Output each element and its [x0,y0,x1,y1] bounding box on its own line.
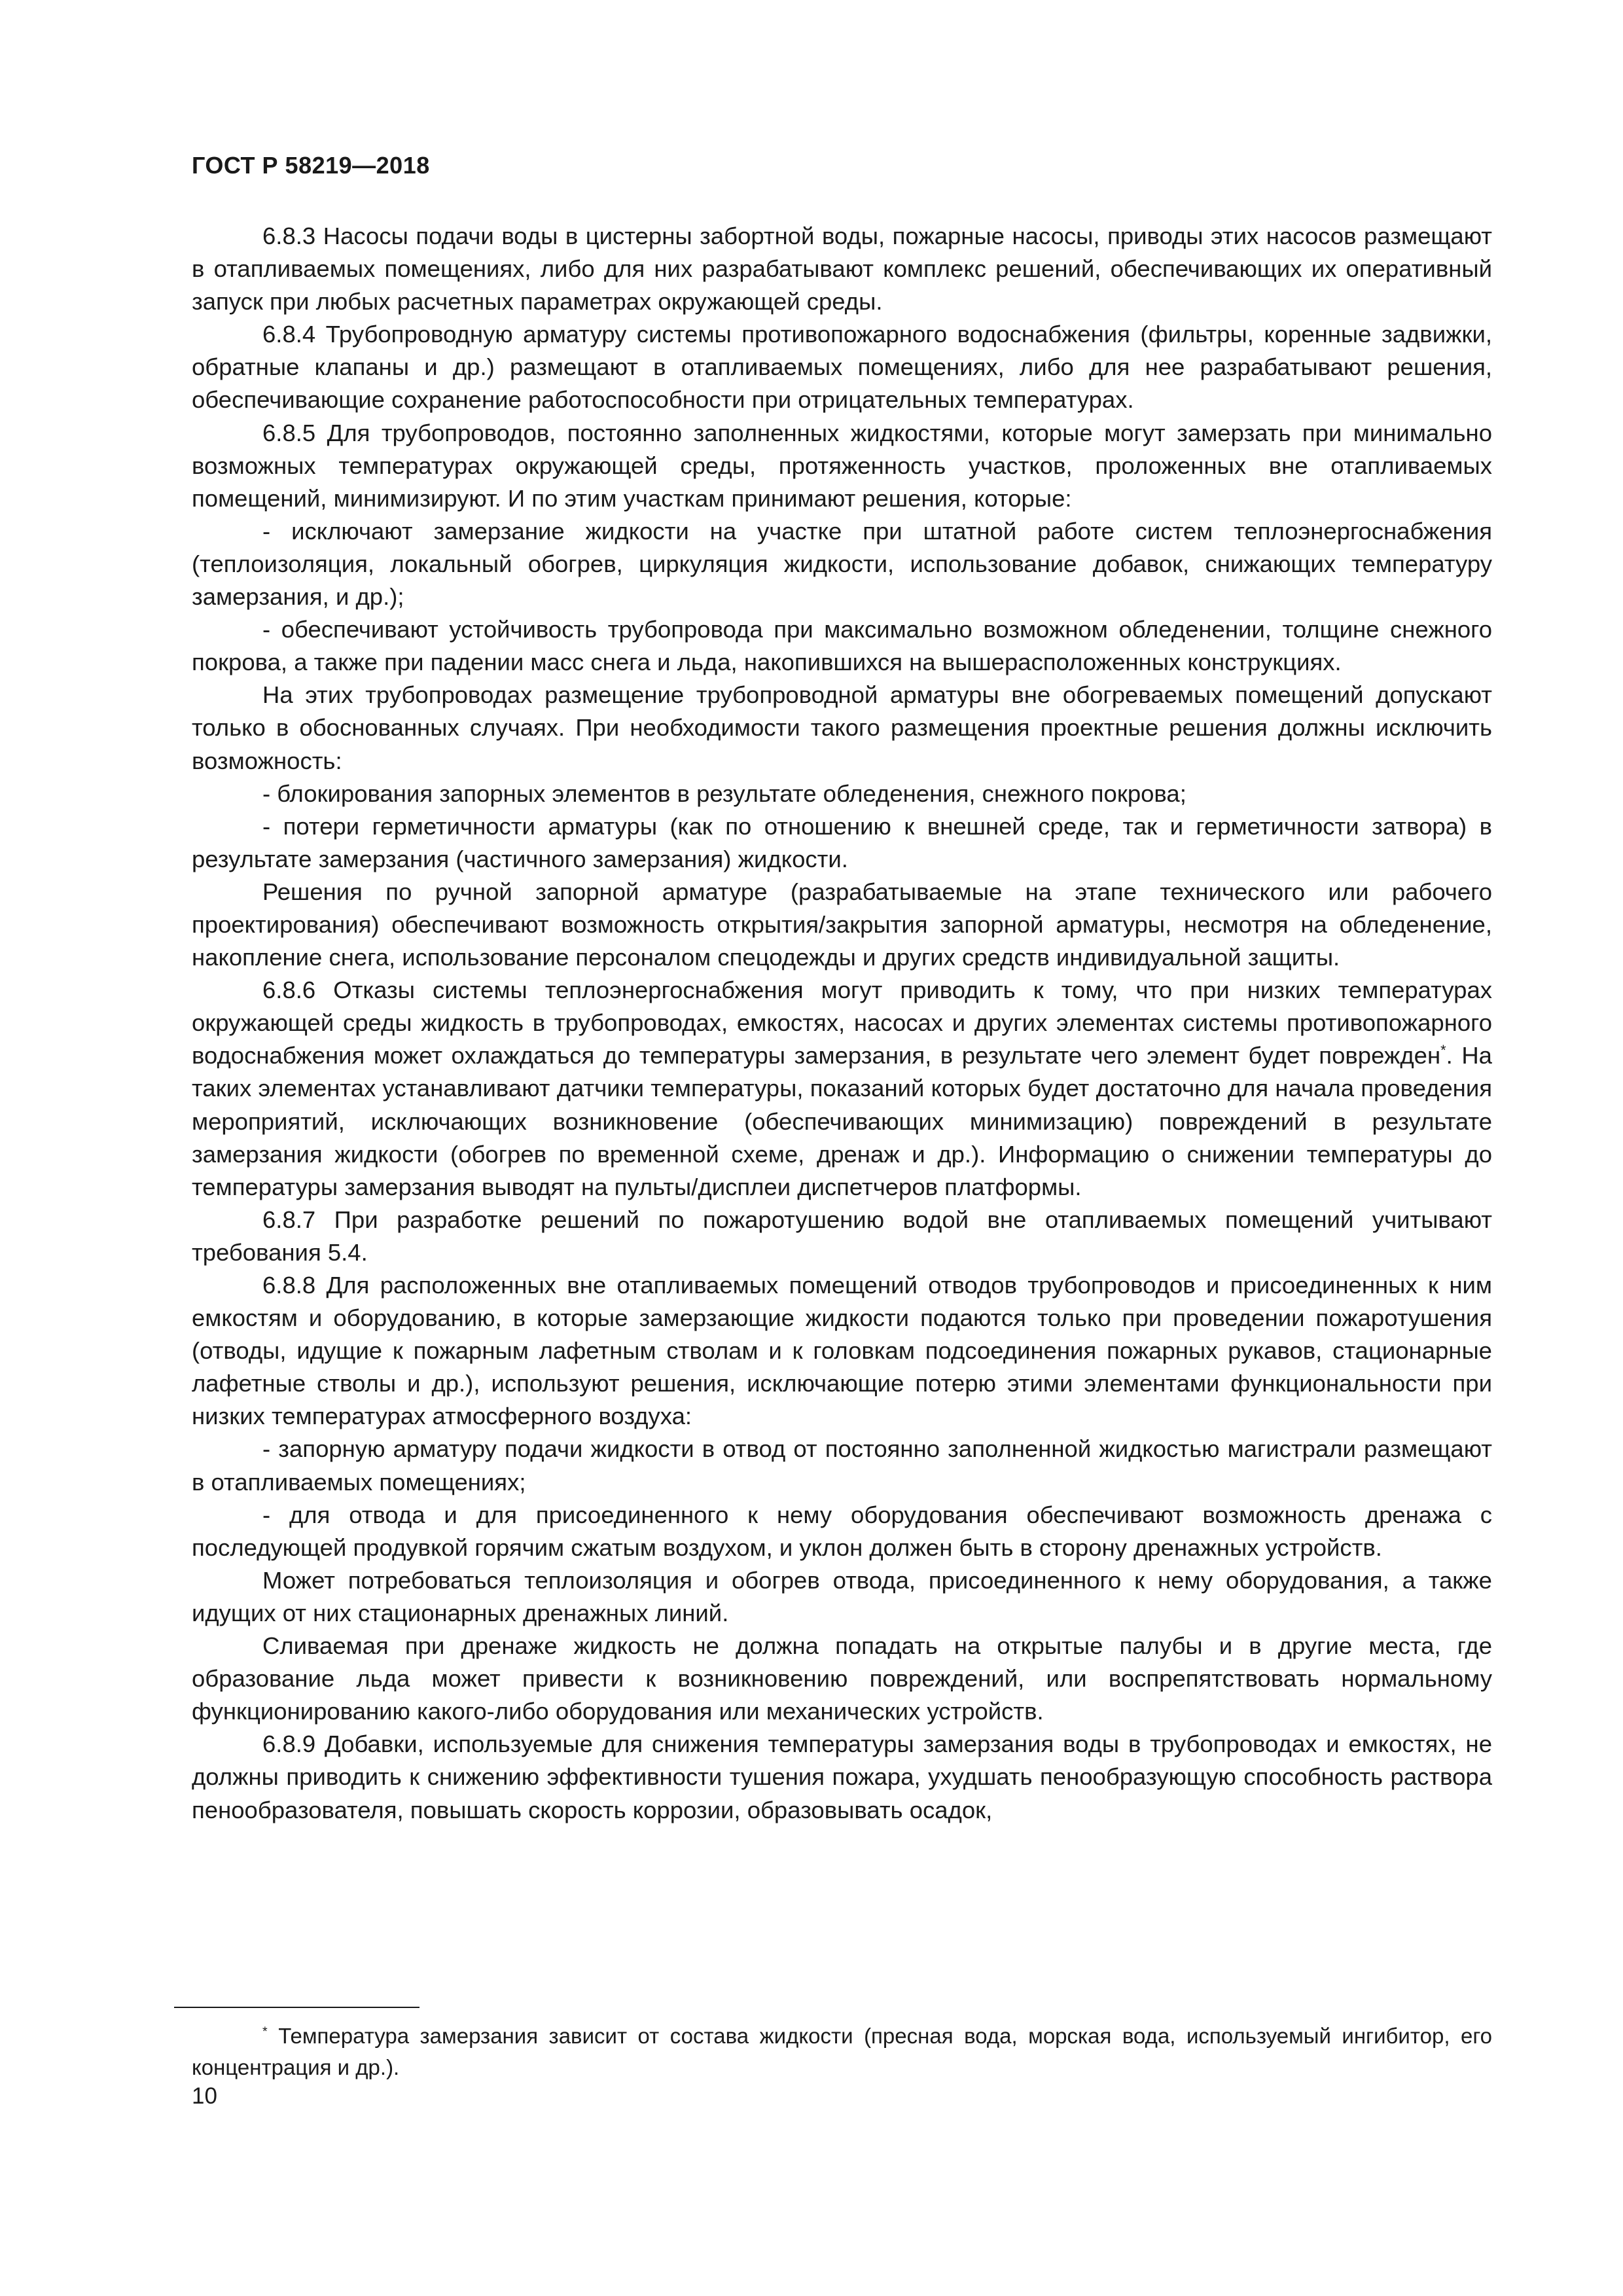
list-item: - блокирования запорных элементов в результате обледенения, снежного покрова; [262,780,1186,807]
paragraph: 6.8.9 Добавки, используемые для снижения температуры замерзания воды в трубопроводах и емкостях, не должны приводить к снижению эффективности тушения пожара, ухудшать пенообразующую способность раствора пенообразователя, повышать скорость коррозии, образовывать осадок, [192,1731,1492,1823]
list-item: - запорную арматуру подачи жидкости в отвод от постоянно заполненной жидкостью магистрали размещают в отапливаемых помещениях; [192,1435,1492,1496]
main-text [192,220,1492,1827]
paragraph: 6.8.3 Насосы подачи воды в цистерны забортной воды, пожарные насосы, приводы этих насосов размещают в отапливаемых помещениях, либо для них разрабатывают комплекс решений, обеспечивающих их оперативный запуск при любых расчетных параметрах окружающей среды. [192,223,1492,315]
paragraph: 6.8.5 Для трубопроводов, постоянно заполненных жидкостями, которые могут замерзать при минимально возможных температурах окружающей среды, протяженность участков, проложенных вне отапливаемых помещений, минимизируют. И по этим участкам принимают решения, которые: [192,419,1492,512]
list-item: - исключают замерзание жидкости на участке при штатной работе систем теплоэнергоснабжения (теплоизоляция, локальный обогрев, циркуляция жидкости, использование добавок, снижающих температуру замерзания, и др.); [192,517,1492,611]
page-number: 10 [192,2083,217,2109]
list-item: - потери герметичности арматуры (как по отношению к внешней среде, так и герметичности затвора) в результате замерзания (частичного замерзания) жидкости. [192,812,1492,872]
paragraph-text: 6.8.6 Отказы системы теплоэнергоснабжения могут приводить к тому, что при низких температурах окружающей среды жидкость в трубопроводах, емкостях, насосах и других элементах системы противопожарного водоснабжения может охлаждаться до температуры замерзания, в результате чего элемент будет поврежден [192,977,1492,1069]
list-item: - для отвода и для присоединенного к нему оборудования обеспечивают возможность дренажа с последующей продувкой горячим сжатым воздухом, и уклон должен быть в сторону дренажных устройств. [192,1501,1492,1561]
footnote [192,2020,1492,2083]
footnote-reference: * [1440,1042,1446,1059]
footnote-body: Температура замерзания зависит от состава жидкости (пресная вода, морская вода, используемый ингибитор, его концентрация и др.). [192,2024,1492,2079]
paragraph: 6.8.7 При разработке решений по пожаротушению водой вне отапливаемых помещений учитывают требования 5.4. [192,1206,1492,1266]
footnote-mark: * [262,2024,268,2039]
paragraph-text: . На таких элементах устанавливают датчики температуры, показаний которых будет достаточно для начала проведения мероприятий, исключающих возникновение (обеспечивающих минимизацию) повреждений в результате замерзания жидкости (обогрев по временной схеме, дренаж и др.). Информацию о снижении температуры до температуры замерзания выводят на пульты/дисплеи диспетчеров платформы. [192,1042,1492,1200]
paragraph: 6.8.8 Для расположенных вне отапливаемых помещений отводов трубопроводов и присоединенных к ним емкостям и оборудованию, в которые замерзающие жидкости подаются только при проведении пожаротушения (отводы, идущие к пожарным лафетным стволам и к головкам подсоединения пожарных рукавов, стационарные лафетные стволы и др.), используют решения, исключающие потерю этими элементами функциональности при низких температурах атмосферного воздуха: [192,1272,1492,1430]
paragraph: 6.8.4 Трубопроводную арматуру системы противопожарного водоснабжения (фильтры, коренные задвижки, обратные клапаны и др.) размещают в отапливаемых помещениях, либо для нее разрабатывают решения, обеспечивающие сохранение работоспособности при отрицательных температурах. [192,321,1492,414]
footnote-text [192,2020,1492,2083]
paragraph: Может потребоваться теплоизоляция и обогрев отвода, присоединенного к нему оборудования, а также идущих от них стационарных дренажных линий. [192,1566,1492,1626]
paragraph: Сливаемая при дренаже жидкость не должна попадать на открытые палубы и в другие места, где образование льда может привести к возникновению повреждений, или воспрепятствовать нормальному функционированию какого-либо оборудования или механических устройств. [192,1632,1492,1725]
paragraph-6-8-6 [192,974,1492,1204]
list-item: - обеспечивают устойчивость трубопровода при максимально возможном обледенении, толщине снежного покрова, а также при падении масс снега и льда, накопившихся на вышерасположенных конструкциях. [192,616,1492,676]
paragraph: На этих трубопроводах размещение трубопроводной арматуры вне обогреваемых помещений допускают только в обоснованных случаях. При необходимости такого размещения проектные решения должны исключить возможность: [192,681,1492,774]
footnote-divider [174,2007,419,2008]
paragraph: Решения по ручной запорной арматуре (разрабатываемые на этапе технического или рабочего проектирования) обеспечивают возможность открытия/закрытия запорной арматуры, несмотря на обледенение, накопление снега, использование персоналом спецодежды и других средств индивидуальной защиты. [192,878,1492,971]
document-header: ГОСТ Р 58219—2018 [192,152,430,179]
